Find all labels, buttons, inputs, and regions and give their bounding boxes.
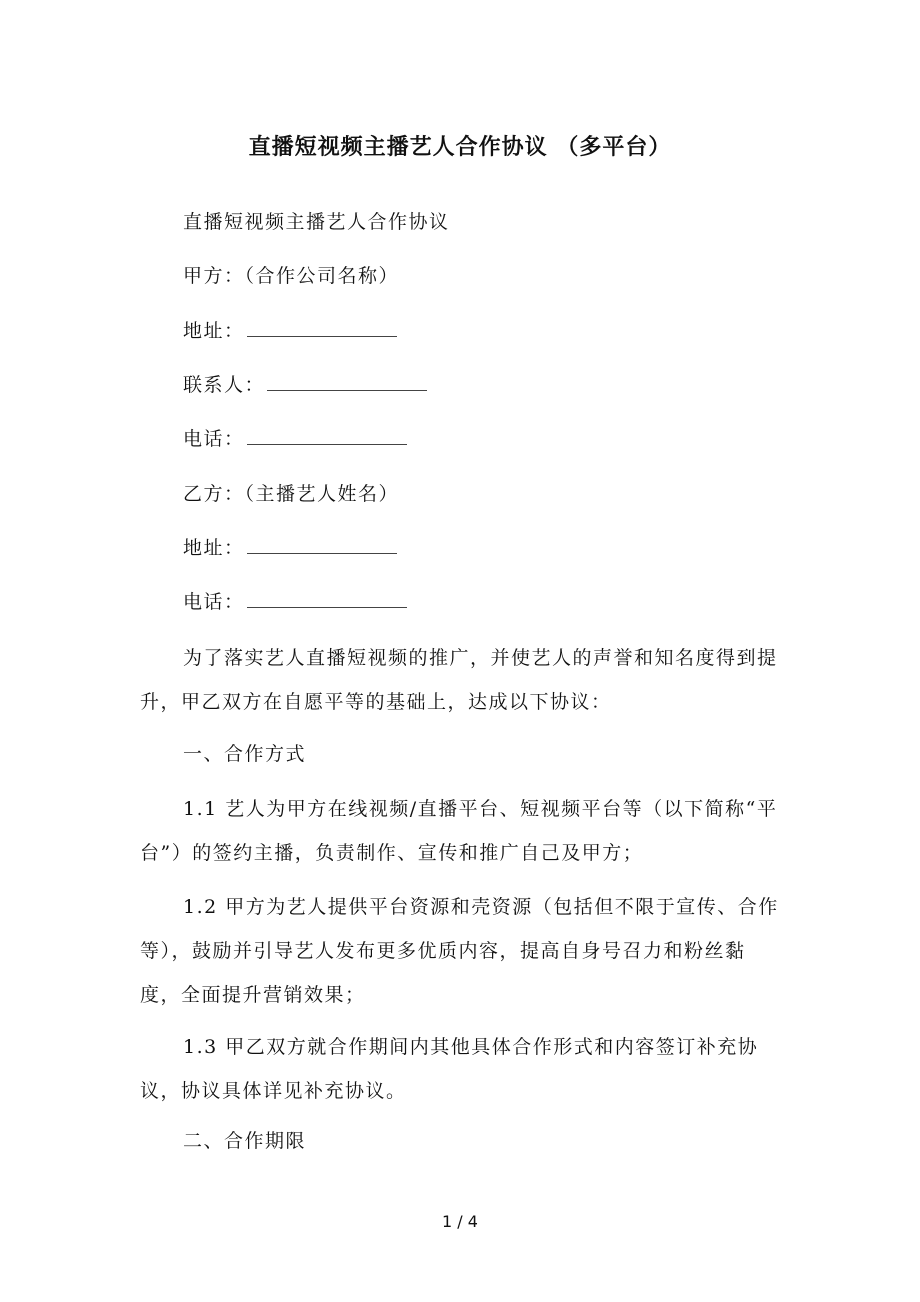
page-number: 1 / 4 (442, 1212, 478, 1231)
document-subtitle: 直播短视频主播艺人合作协议 (183, 211, 450, 233)
party-b-phone-label: 电话： (183, 591, 245, 613)
party-a-address-line (183, 318, 397, 344)
party-b-address-blank (247, 535, 397, 554)
clause-1-1: 1.1 艺人为甲方在线视频/直播平台、短视频平台等（以下简称“平台”）的签约主播，负责制作、宣传和推广自己及甲方； (140, 798, 778, 864)
party-a-phone-blank (247, 426, 407, 445)
party-a-label: 甲方： (183, 265, 245, 287)
section-1-heading: 一、合作方式 (183, 743, 307, 765)
party-b-address-label: 地址： (183, 537, 245, 559)
party-b-address-line (183, 535, 397, 561)
party-a-address-label: 地址： (183, 320, 245, 342)
party-a-value: （合作公司名称） (244, 265, 400, 287)
party-b-label: 乙方： (183, 483, 245, 505)
party-a-phone-line (183, 426, 407, 452)
party-b-phone-blank (247, 589, 407, 608)
party-b-phone-line (183, 589, 407, 615)
party-a-address-blank (247, 318, 397, 337)
party-b-value: （主播艺人姓名） (244, 483, 400, 505)
document-title: 直播短视频主播艺人合作协议 （多平台） (248, 135, 672, 160)
clause-1-2: 1.2 甲方为艺人提供平台资源和壳资源（包括但不限于宣传、合作等），鼓励并引导艺人发布更多优质内容，提高自身号召力和粉丝黏度，全面提升营销效果； (140, 896, 779, 1006)
party-a-line (183, 263, 399, 289)
party-a-phone-label: 电话： (183, 428, 245, 450)
party-a-contact-blank (267, 372, 427, 391)
intro-paragraph: 为了落实艺人直播短视频的推广，并使艺人的声誉和知名度得到提升，甲乙双方在自愿平等的基础上，达成以下协议： (140, 647, 778, 713)
section-2-heading: 二、合作期限 (183, 1130, 307, 1152)
party-b-line (183, 481, 399, 507)
clause-1-3: 1.3 甲乙双方就合作期间内其他具体合作形式和内容签订补充协议，协议具体详见补充协议。 (140, 1036, 759, 1102)
party-a-contact-line (183, 372, 427, 398)
party-a-contact-label: 联系人： (183, 374, 266, 396)
